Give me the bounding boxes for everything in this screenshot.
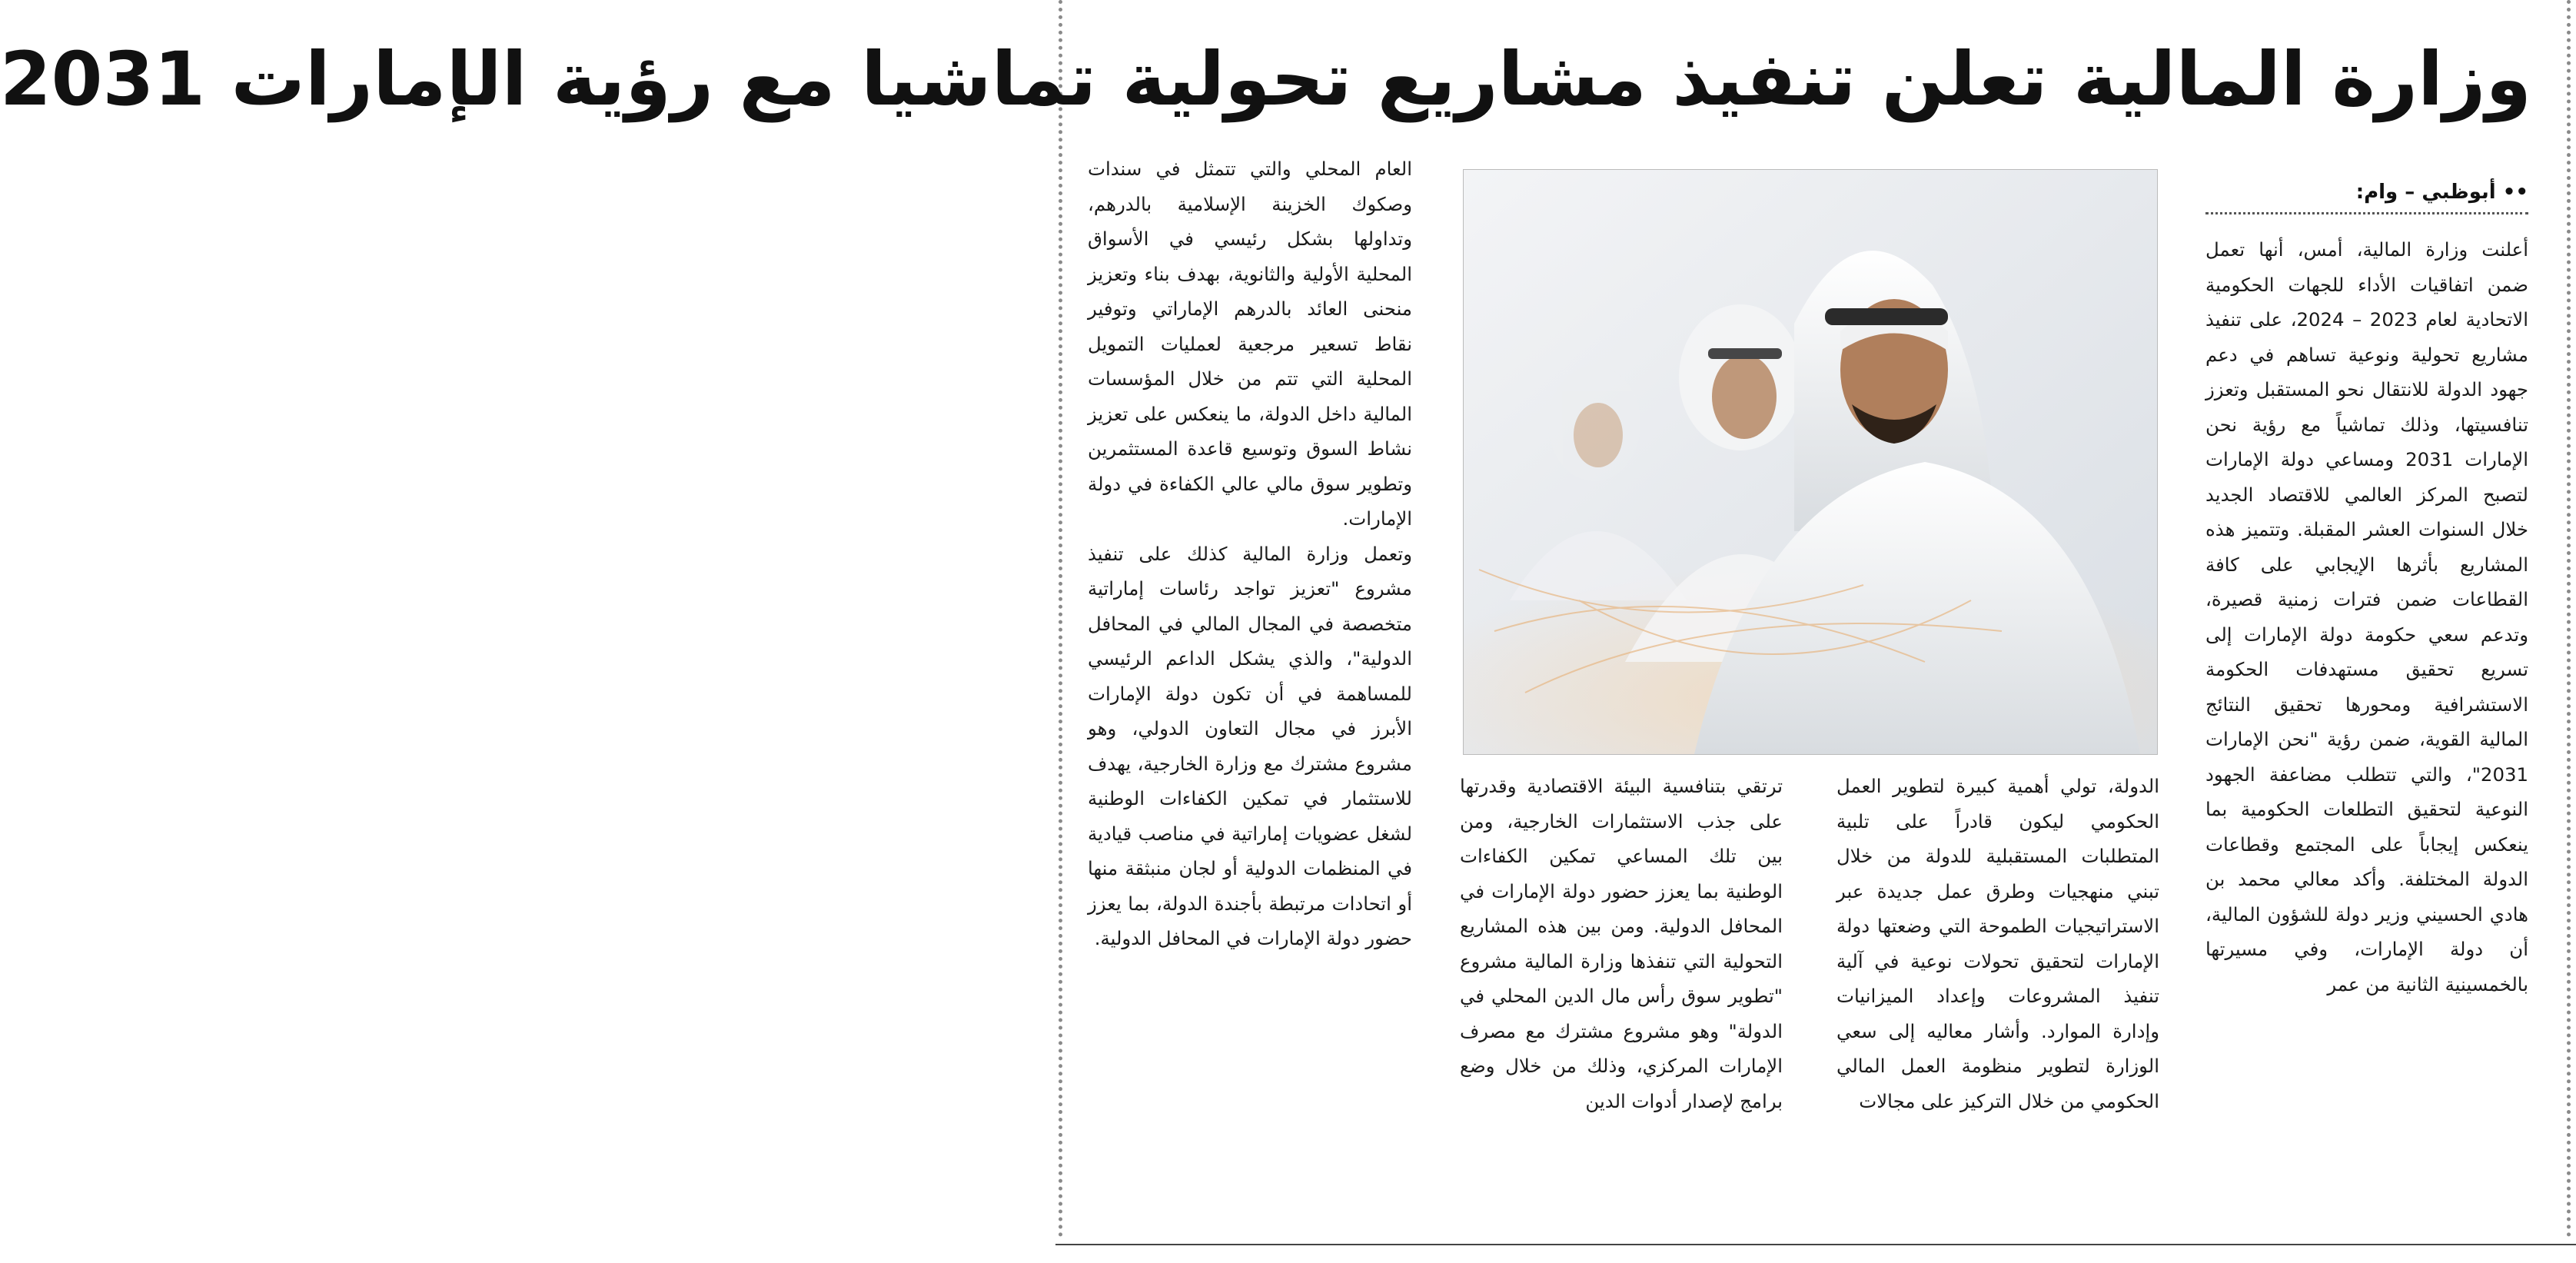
photo-illustration xyxy=(1464,170,2157,754)
dateline: •• أبوظبي – وام: xyxy=(2355,181,2528,204)
paragraph: العام المحلي والتي تتمثل في سندات وصكوك الخزينة الإسلامية بالدرهم، وتداولها بشكل رئيسي في الأسواق المحلية الأولية والثانوية، بهدف بناء وتعزيز منحنى العائد بالدرهم الإماراتي وتوفير نقاط تسعير مرجعية لعمليات التمويل المحلية التي تتم من خلال المؤسسات المالية داخل الدولة، ما ينعكس على تعزيز نشاط السوق وتوسيع قاعدة المستثمرين وتطوير سوق مالي عالي الكفاءة في دولة الإمارات. xyxy=(1088,158,1412,530)
article-column-1 xyxy=(2205,232,2528,1236)
paragraph: وتعمل وزارة المالية كذلك على تنفيذ مشروع "تعزيز تواجد رئاسات إماراتية متخصصة في المجال المالي في المحافل الدولية"، والذي يشكل الداعم الرئيسي للمساهمة في أن تكون دولة الإمارات الأبرز في مجال التعاون الدولي، وهو مشروع مشترك مع وزارة الخارجية، يهدف للاستثمار في تمكين الكفاءات الوطنية لشغل عضويات إماراتية في مناصب قيادية في المنظمات الدولية أو لجان منبثقة منها أو اتحادات مرتبطة بأجندة الدولة، بما يعزز حضور دولة الإمارات في المحافل الدولية. xyxy=(1088,542,1412,949)
article-column-3 xyxy=(1460,769,1783,1236)
paragraph: الدولة، تولي أهمية كبيرة لتطوير العمل الحكومي ليكون قادراً على تلبية المتطلبات المستقبلية للدولة من خلال تبني منهجيات وطرق عمل جديدة عبر الاستراتيجيات الطموحة التي وضعتها دولة الإمارات لتحقيق تحولات نوعية في آلية تنفيذ المشروعات وإعداد الميزانيات وإدارة الموارد. وأشار معاليه إلى سعي الوزارة لتطوير منظومة العمل المالي الحكومي من خلال التركيز على مجالات xyxy=(1836,775,2159,1112)
article-column-2 xyxy=(1836,769,2159,1236)
article-photo xyxy=(1463,169,2158,755)
headline: وزارة المالية تعلن تنفيذ مشاريع تحولية تماشيا مع رؤية الإمارات 2031 xyxy=(0,36,2531,122)
paragraph: أعلنت وزارة المالية، أمس، أنها تعمل ضمن اتفاقيات الأداء للجهات الحكومية الاتحادية لعام 2023 – 2024، على تنفيذ مشاريع تحولية ونوعية تساهم في دعم جهود الدولة للانتقال نحو المستقبل وتعزز تنافسيتها، وذلك تماشياً مع رؤية نحن الإمارات 2031 ومساعي دولة الإمارات لتصبح المركز العالمي للاقتصاد الجديد خلال السنوات العشر المقبلة. وتتميز هذه المشاريع بأثرها الإيجابي على كافة القطاعات ضمن فترات زمنية قصيرة، وتدعم سعي حكومة دولة الإمارات إلى تسريع تحقيق مستهدفات الحكومة الاستشرافية ومحورها تحقيق النتائج المالية القوية، ضمن رؤية "نحن الإمارات 2031"، والتي تتطلب مضاعفة الجهود النوعية لتحقيق التطلعات الحكومية بما ينعكس إيجاباً على المجتمع وقطاعات الدولة المختلفة. وأكد معالي محمد بن هادي الحسيني وزير دولة للشؤون المالية، أن دولة الإمارات، وفي مسيرتها بالخمسينية الثانية من عمر xyxy=(2205,238,2528,995)
left-dotted-border xyxy=(1059,0,1062,1238)
dateline-divider xyxy=(2205,212,2528,214)
right-dotted-border xyxy=(2567,0,2571,1238)
bottom-divider xyxy=(1055,1244,2576,1245)
article-column-4 xyxy=(1088,151,1412,1236)
paragraph: ترتقي بتنافسية البيئة الاقتصادية وقدرتها على جذب الاستثمارات الخارجية، ومن بين تلك المساعي تمكين الكفاءات الوطنية بما يعزز حضور دولة الإمارات في المحافل الدولية. ومن بين هذه المشاريع التحولية التي تنفذها وزارة المالية مشروع "تطوير سوق رأس مال الدين المحلي في الدولة" وهو مشروع مشترك مع مصرف الإمارات المركزي، وذلك من خلال وضع برامج لإصدار أدوات الدين xyxy=(1460,775,1783,1112)
